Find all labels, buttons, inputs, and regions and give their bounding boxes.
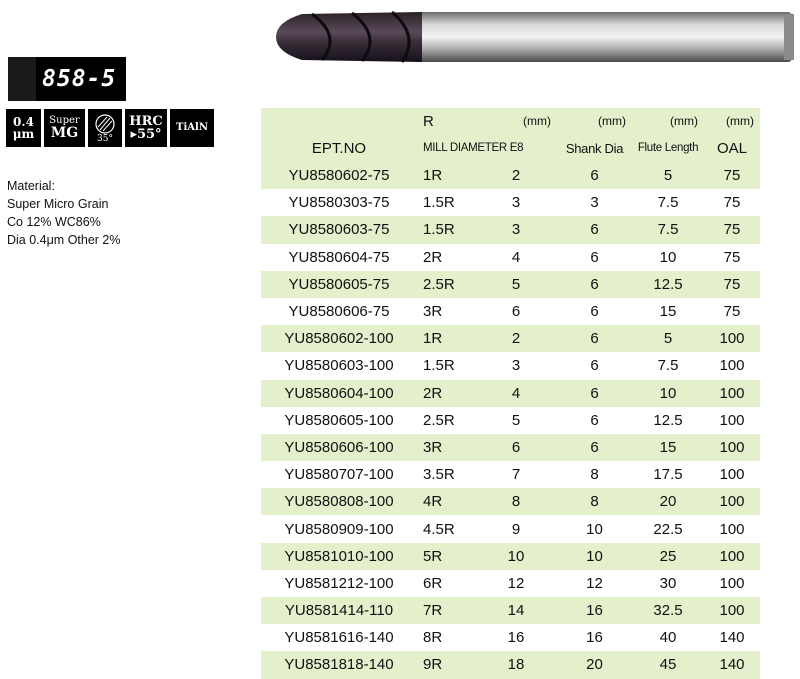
table-cell: 1R — [417, 162, 475, 189]
table-cell: 75 — [723, 248, 741, 266]
table-cell: 100 — [719, 466, 745, 484]
table-row — [261, 624, 760, 651]
table-cell: 100 — [704, 543, 760, 570]
table-row — [261, 189, 760, 216]
table-cell: 15 — [632, 434, 704, 461]
table-cell: 5 — [632, 162, 704, 189]
header-unit: (mm) — [557, 108, 632, 134]
table-cell: 20 — [632, 488, 704, 515]
table-cell: 10 — [659, 248, 677, 266]
table-cell: 10 — [632, 380, 704, 407]
table-cell: 8 — [475, 488, 557, 515]
header-cell: R — [417, 108, 475, 134]
header-cell: EPT.NO — [261, 134, 417, 162]
model-cell: YU8580603-75 — [261, 216, 417, 243]
table-cell: 6 — [475, 434, 557, 461]
model-badge — [8, 57, 126, 101]
table-cell: 2 — [475, 325, 557, 352]
table-cell: 3.5R — [423, 466, 455, 484]
table-row — [261, 597, 760, 624]
table-cell: 3 — [475, 216, 557, 243]
table-cell: 7 — [511, 466, 521, 484]
table-cell: 3R — [417, 434, 475, 461]
model-cell: YU8581818-140 — [261, 651, 417, 678]
table-cell: 15 — [659, 303, 677, 321]
table-cell: 1R — [417, 325, 475, 352]
table-cell: 8 — [590, 466, 599, 484]
model-cell: YU8580605-75 — [261, 271, 417, 298]
material-line: Dia 0.4μm Other 2% — [7, 233, 121, 247]
helix-angle-icon — [88, 109, 122, 147]
table-cell: 140 — [704, 651, 760, 678]
helix-drill-icon — [94, 113, 116, 135]
badge-strip — [8, 57, 36, 101]
table-cell: 6 — [557, 325, 632, 352]
table-cell: 6 — [557, 380, 632, 407]
table-cell: 9R — [417, 651, 475, 678]
table-cell: 140 — [719, 629, 745, 647]
model-number: 858-5 — [42, 66, 117, 92]
table-cell: 4.5R — [423, 520, 455, 538]
model-cell: YU8580603-100 — [284, 357, 394, 375]
table-cell: 6 — [557, 271, 632, 298]
model-cell: YU8580909-100 — [284, 520, 394, 538]
model-cell: YU8580602-100 — [261, 325, 417, 352]
table-row — [261, 651, 760, 678]
table-row — [261, 216, 760, 243]
header-cell: OAL — [704, 134, 760, 162]
spec-table — [261, 108, 760, 679]
model-cell: YU8580604-75 — [288, 248, 390, 266]
table-row — [261, 325, 760, 352]
model-cell: YU8581212-100 — [284, 574, 394, 592]
table-cell: 100 — [704, 434, 760, 461]
table-row — [261, 162, 760, 189]
table-row — [261, 298, 760, 325]
table-cell: 3 — [590, 194, 599, 212]
material-line: Super Micro Grain — [7, 197, 109, 211]
table-cell: 16 — [586, 629, 603, 647]
model-cell: YU8581010-100 — [261, 543, 417, 570]
table-header-labels — [261, 134, 760, 162]
table-cell: 7.5 — [632, 216, 704, 243]
table-cell: 100 — [719, 357, 745, 375]
table-cell: 75 — [723, 194, 741, 212]
table-cell: 40 — [659, 629, 677, 647]
coating-icon — [170, 109, 214, 147]
table-cell: 12 — [586, 574, 603, 592]
material-info — [7, 177, 121, 249]
table-cell: 1.5R — [423, 357, 455, 375]
mg-label: MG — [50, 125, 79, 141]
table-cell: 4R — [417, 488, 475, 515]
table-cell: 6 — [590, 303, 599, 321]
grain-size-unit: μm — [12, 127, 35, 141]
table-cell: 1.5R — [423, 194, 455, 212]
table-cell: 5 — [632, 325, 704, 352]
table-row — [261, 461, 760, 488]
table-row — [261, 543, 760, 570]
table-cell: 9 — [511, 520, 521, 538]
model-cell: YU8580606-100 — [261, 434, 417, 461]
coating-label: TiAlN — [176, 122, 208, 133]
header-unit: (mm) — [475, 108, 557, 134]
header-cell: MILL DIAMETER E8 — [417, 134, 557, 162]
table-cell: 20 — [557, 651, 632, 678]
table-cell: 2.5R — [417, 271, 475, 298]
table-cell: 6 — [557, 216, 632, 243]
table-cell: 7R — [417, 597, 475, 624]
grain-size-value: 0.4 — [13, 115, 34, 129]
table-cell: 2.5R — [423, 411, 455, 429]
model-cell: YU8580707-100 — [284, 466, 394, 484]
table-cell: 16 — [507, 629, 525, 647]
model-cell: YU8580303-75 — [288, 194, 390, 212]
material-line: Co 12% WC86% — [7, 215, 101, 229]
model-cell: YU8580808-100 — [261, 488, 417, 515]
hrc-value: ▸55° — [130, 127, 162, 142]
table-cell: 14 — [475, 597, 557, 624]
table-cell: 25 — [632, 543, 704, 570]
table-header-units — [261, 108, 760, 134]
table-cell: 100 — [704, 488, 760, 515]
table-cell: 12.5 — [653, 411, 683, 429]
table-row — [261, 488, 760, 515]
table-cell: 6 — [511, 303, 521, 321]
spec-table-body — [261, 108, 760, 679]
table-cell: 12.5 — [632, 271, 704, 298]
table-cell: 10 — [586, 520, 603, 538]
table-cell: 45 — [632, 651, 704, 678]
table-cell: 6R — [423, 574, 443, 592]
table-cell: 3R — [423, 303, 443, 321]
table-cell: 100 — [704, 380, 760, 407]
model-cell: YU8580602-75 — [261, 162, 417, 189]
table-cell: 32.5 — [632, 597, 704, 624]
header-cell — [261, 108, 417, 134]
table-cell: 100 — [704, 597, 760, 624]
table-cell: 22.5 — [653, 520, 683, 538]
end-mill-image — [272, 6, 797, 68]
model-cell: YU8580605-100 — [284, 411, 394, 429]
hrc-label: HRC — [129, 114, 163, 129]
table-row — [261, 515, 760, 542]
table-cell: 1.5R — [417, 216, 475, 243]
table-cell: 100 — [719, 411, 745, 429]
header-cell: Flute Length — [632, 134, 704, 162]
table-cell: 100 — [719, 520, 745, 538]
table-row — [261, 434, 760, 461]
table-cell: 6 — [590, 411, 599, 429]
table-cell: 75 — [704, 162, 760, 189]
table-cell: 8 — [557, 488, 632, 515]
table-row — [261, 380, 760, 407]
spec-icons — [6, 109, 214, 147]
table-cell: 4 — [511, 248, 521, 266]
table-row — [261, 407, 760, 434]
model-cell: YU8580604-100 — [261, 380, 417, 407]
table-cell: 18 — [475, 651, 557, 678]
table-cell: 75 — [723, 303, 741, 321]
header-unit: (mm) — [704, 108, 760, 134]
model-cell: YU8581414-110 — [261, 597, 417, 624]
header-cell: Shank Dia — [557, 134, 632, 162]
table-cell: 100 — [704, 325, 760, 352]
table-cell: 4 — [475, 380, 557, 407]
grain-size-icon — [6, 109, 41, 147]
super-label: Super — [49, 115, 80, 126]
table-cell: 12 — [507, 574, 525, 592]
table-cell: 75 — [704, 271, 760, 298]
table-cell: 5 — [475, 271, 557, 298]
table-row — [261, 352, 760, 379]
table-cell: 10 — [557, 543, 632, 570]
table-cell: 8R — [423, 629, 443, 647]
model-cell: YU8580606-75 — [288, 303, 390, 321]
table-cell: 30 — [659, 574, 677, 592]
table-cell: 16 — [557, 597, 632, 624]
model-cell: YU8581616-140 — [284, 629, 394, 647]
table-cell: 2R — [423, 248, 443, 266]
table-cell: 3 — [511, 357, 521, 375]
header-unit: (mm) — [632, 108, 704, 134]
table-cell: 75 — [704, 216, 760, 243]
super-mg-icon — [44, 109, 85, 147]
table-cell: 7.5 — [657, 357, 679, 375]
table-cell: 100 — [719, 574, 745, 592]
table-cell: 6 — [557, 162, 632, 189]
table-cell: 6 — [590, 248, 599, 266]
table-cell: 5 — [511, 411, 521, 429]
table-cell: 10 — [475, 543, 557, 570]
table-cell: 7.5 — [657, 194, 679, 212]
hrc-icon — [125, 109, 167, 147]
table-cell: 6 — [590, 357, 599, 375]
table-cell: 2R — [417, 380, 475, 407]
helix-angle-value: 35° — [97, 133, 113, 144]
table-cell: 6 — [557, 434, 632, 461]
table-row — [261, 271, 760, 298]
table-cell: 3 — [511, 194, 521, 212]
table-row — [261, 570, 760, 597]
table-cell: 5R — [417, 543, 475, 570]
table-row — [261, 244, 760, 271]
material-heading: Material: — [7, 179, 55, 193]
table-cell: 17.5 — [653, 466, 683, 484]
table-cell: 2 — [475, 162, 557, 189]
